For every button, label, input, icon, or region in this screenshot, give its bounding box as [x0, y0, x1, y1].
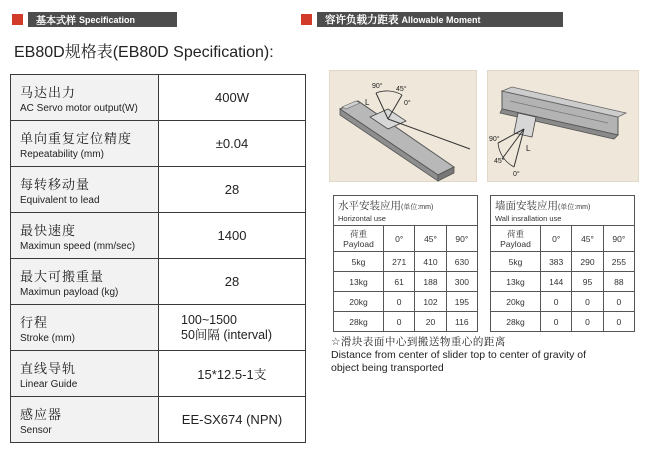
spec-label-cn: 直线导轨 [20, 360, 77, 376]
cell-load: 28kg [491, 312, 541, 332]
caption-cn: 墙面安装应用 [495, 200, 558, 212]
cell-45: 188 [415, 272, 446, 292]
spec-label-cn: 最快速度 [20, 222, 77, 238]
spec-table [10, 74, 306, 443]
spec-label-cn: 感应器 [20, 406, 63, 422]
cell-load: 5kg [491, 252, 541, 272]
spec-label-en: Stroke (mm) [20, 332, 75, 344]
col-header-0: 0° [384, 226, 415, 252]
caption-en: Wall insrallation use [495, 214, 562, 223]
cell-45: 102 [415, 292, 446, 312]
cell-90: 0 [603, 312, 634, 332]
spec-label-en: Maximun payload (kg) [20, 286, 119, 298]
note-en-line2: object being transported [331, 362, 444, 374]
payload-header [334, 226, 384, 252]
table-caption [491, 196, 635, 226]
col-header-90: 90° [603, 226, 634, 252]
table-row [491, 312, 635, 332]
spec-label [11, 351, 159, 397]
col-header-90: 90° [446, 226, 477, 252]
payload-header-cn: 荷重 [349, 228, 367, 239]
section-header-allowable-moment [301, 12, 563, 27]
payload-header-en: Payload [500, 238, 531, 249]
table-row [334, 252, 478, 272]
cell-0: 271 [384, 252, 415, 272]
angle-45-label: 45° [494, 158, 505, 165]
header-marker [301, 14, 312, 25]
cell-90: 195 [446, 292, 477, 312]
cell-45: 410 [415, 252, 446, 272]
spec-label-cn: 每转移动量 [20, 176, 91, 192]
payload-header [491, 226, 541, 252]
cell-90: 88 [603, 272, 634, 292]
spec-value [159, 305, 306, 351]
spec-row-speed [11, 213, 306, 259]
header-cn: 基本式样 [36, 16, 76, 27]
payload-header-cn: 荷重 [506, 228, 524, 239]
angle-45-label: 45° [396, 86, 407, 93]
col-header-0: 0° [541, 226, 572, 252]
cell-0: 0 [541, 312, 572, 332]
spec-label [11, 259, 159, 305]
spec-label-cn: 单向重复定位精度 [20, 130, 133, 146]
spec-label [11, 213, 159, 259]
horizontal-mount-diagram [329, 70, 477, 182]
cell-90: 300 [446, 272, 477, 292]
spec-value: 15*12.5-1支 [159, 351, 306, 397]
col-header-45: 45° [572, 226, 603, 252]
spec-label [11, 305, 159, 351]
table-row [334, 312, 478, 332]
spec-row-repeatability [11, 121, 306, 167]
angle-0-label: 0° [513, 171, 520, 178]
header-cn: 容许负载力距表 [325, 14, 399, 26]
cell-load: 20kg [491, 292, 541, 312]
spec-value: ±0.04 [159, 121, 306, 167]
header-bar [28, 12, 177, 27]
table-header-row [334, 226, 478, 252]
caption-cn: 水平安装应用 [338, 200, 401, 212]
cell-45: 0 [572, 292, 603, 312]
cell-90: 630 [446, 252, 477, 272]
stroke-interval: 50间隔 (interval) [181, 327, 272, 342]
spec-row-payload [11, 259, 306, 305]
spec-label-en: Linear Guide [20, 378, 78, 390]
spec-value: 28 [159, 259, 306, 305]
cell-load: 20kg [334, 292, 384, 312]
header-en: Specification [79, 14, 136, 25]
table-header-row [491, 226, 635, 252]
section-header-specification [12, 12, 177, 27]
cell-0: 0 [384, 312, 415, 332]
distance-l-label: L [365, 98, 370, 107]
spec-row-motor [11, 75, 306, 121]
spec-row-sensor [11, 397, 306, 443]
cell-0: 0 [384, 292, 415, 312]
spec-row-lead [11, 167, 306, 213]
angle-90-label: 90° [489, 136, 500, 143]
wall-actuator-drawing [488, 71, 640, 183]
note-cn: ☆滑块表面中心到搬送物重心的距离 [331, 336, 506, 348]
cell-0: 383 [541, 252, 572, 272]
table-row [491, 292, 635, 312]
horizontal-actuator-drawing [330, 71, 478, 183]
col-header-45: 45° [415, 226, 446, 252]
note-en-line1: Distance from center of slider top to center of gravity of [331, 349, 587, 361]
cell-load: 13kg [491, 272, 541, 292]
angle-0-label: 0° [404, 100, 411, 107]
cell-45: 0 [572, 312, 603, 332]
spec-row-stroke [11, 305, 306, 351]
spec-label-en: AC Servo motor output(W) [20, 102, 138, 114]
payload-header-en: Payload [343, 238, 374, 249]
cell-90: 255 [603, 252, 634, 272]
spec-value: 1400 [159, 213, 306, 259]
caption-unit: (单位:mm) [401, 204, 434, 211]
spec-label [11, 167, 159, 213]
spec-label-cn: 马达出力 [20, 84, 77, 100]
caption-en: Horizontal use [338, 214, 386, 223]
spec-label-en: Repeatability (mm) [20, 148, 104, 160]
spec-label-en: Maximun speed (mm/sec) [20, 240, 136, 252]
page-title: EB80D规格表(EB80D Specification): [14, 44, 274, 61]
spec-label-en: Equivalent to lead [20, 194, 100, 206]
table-row [491, 252, 635, 272]
cell-90: 116 [446, 312, 477, 332]
header-en: Allowable Moment [401, 14, 481, 25]
cell-45: 290 [572, 252, 603, 272]
stroke-range: 100~1500 [181, 312, 237, 327]
cell-0: 144 [541, 272, 572, 292]
distance-l-label: L [526, 144, 531, 153]
spec-label [11, 397, 159, 443]
spec-label-en: Sensor [20, 424, 52, 436]
table-row [491, 272, 635, 292]
cell-load: 13kg [334, 272, 384, 292]
cell-0: 0 [541, 292, 572, 312]
table-row [334, 272, 478, 292]
horizontal-moment-table [333, 195, 478, 332]
spec-label-cn: 行程 [20, 314, 49, 330]
distance-note [331, 336, 586, 375]
cell-90: 0 [603, 292, 634, 312]
spec-value: 400W [159, 75, 306, 121]
cell-45: 95 [572, 272, 603, 292]
cell-load: 5kg [334, 252, 384, 272]
cell-load: 28kg [334, 312, 384, 332]
cell-45: 20 [415, 312, 446, 332]
wall-moment-table [490, 195, 635, 332]
header-bar [317, 12, 563, 27]
spec-label-cn: 最大可搬重量 [20, 268, 105, 284]
table-row [334, 292, 478, 312]
caption-unit: (单位:mm) [558, 204, 591, 211]
spec-value: 28 [159, 167, 306, 213]
table-caption [334, 196, 478, 226]
spec-label [11, 121, 159, 167]
header-marker [12, 14, 23, 25]
spec-value: EE-SX674 (NPN) [159, 397, 306, 443]
angle-90-label: 90° [372, 83, 383, 90]
spec-row-linear-guide [11, 351, 306, 397]
wall-mount-diagram [487, 70, 639, 182]
spec-label [11, 75, 159, 121]
cell-0: 61 [384, 272, 415, 292]
